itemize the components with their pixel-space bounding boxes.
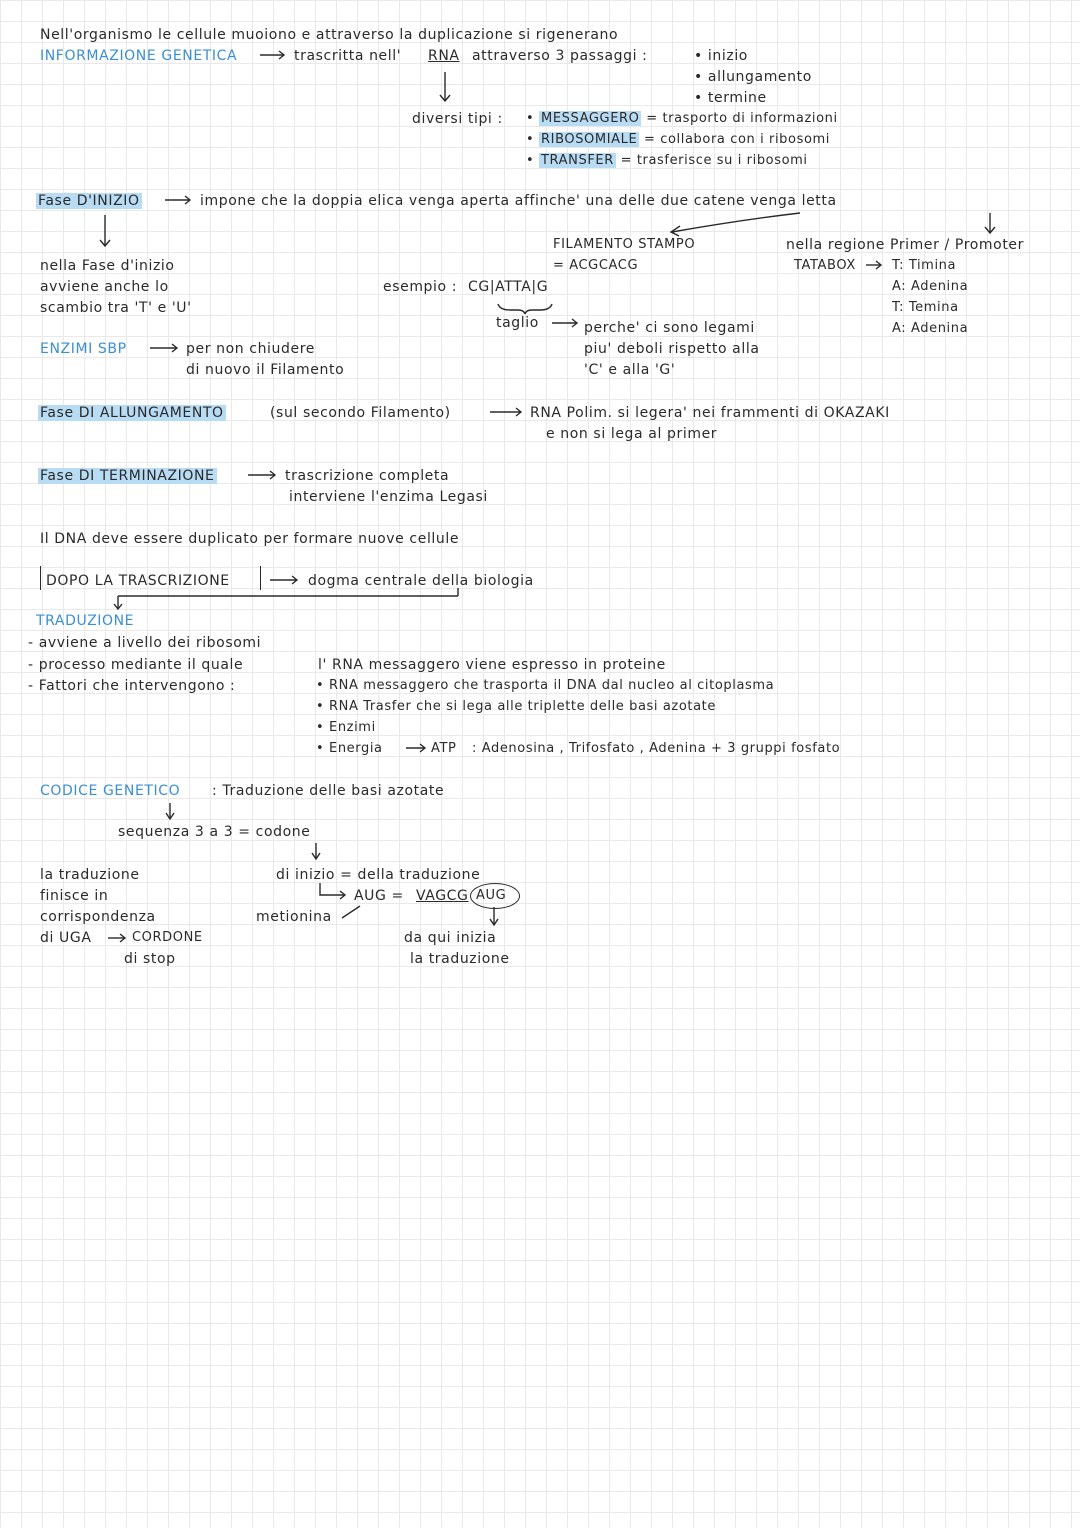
sequenza-codone: sequenza 3 a 3 = codone (118, 824, 311, 840)
fase-inizio-label: Fase D'INIZIO (38, 193, 140, 209)
enzimi-desc-2: di nuovo il Filamento (186, 362, 345, 378)
example-label: esempio : (383, 279, 458, 295)
dopo-trascrizione: DOPO LA TRASCRIZIONE (46, 573, 230, 589)
da-qui-2: la traduzione (410, 951, 510, 967)
passaggi-text: attraverso 3 passaggi : (472, 48, 648, 64)
fine-line-2: finisce in (40, 888, 109, 904)
tatabox-label: TATABOX (794, 258, 856, 273)
fine-line-1: la traduzione (40, 867, 140, 883)
fattore-energia: • Energia (316, 741, 383, 756)
taglio-note-2: piu' deboli rispetto alla (584, 341, 760, 357)
example-sequence: CG|ATTA|G (468, 279, 549, 295)
step-allungamento: • allungamento (694, 69, 812, 85)
fine-line-3: corrispondenza (40, 909, 156, 925)
filamento-stampo: FILAMENTO STAMPO (553, 237, 696, 252)
filamento-sequence: = ACGCACG (553, 258, 639, 273)
allungamento-desc-1: RNA Polim. si legera' nei frammenti di OKAZAKI (530, 405, 890, 421)
info-genetica-label: INFORMAZIONE GENETICA (40, 48, 238, 64)
step-inizio: • inizio (694, 48, 748, 64)
codice-genetico-label: CODICE GENETICO (40, 783, 181, 799)
note-line-1: nella Fase d'inizio (40, 258, 175, 274)
dogma-centrale: dogma centrale della biologia (308, 573, 534, 589)
rna-word: RNA (428, 48, 460, 64)
enzimi-desc-1: per non chiudere (186, 341, 315, 357)
traduzione-item-1: - avviene a livello dei ribosomi (28, 635, 262, 651)
traduzione-title: TRADUZIONE (36, 613, 135, 629)
atp-desc: : Adenosina , Trifosfato , Adenina + 3 gruppi fosfato (472, 741, 841, 756)
regione-primer: nella regione Primer / Promoter (786, 237, 1024, 253)
tata-t1: T: Timina (892, 258, 957, 273)
aug-circled-text: AUG (476, 888, 507, 903)
rna-type-transfer: • TRANSFER = trasferisce su i ribosomi (526, 153, 808, 168)
intro-line: Nell'organismo le cellule muoiono e attraverso la duplicazione si rigenerano (40, 27, 619, 43)
fase-terminazione-label: Fase DI TERMINAZIONE (40, 468, 215, 484)
da-qui-1: da qui inizia (404, 930, 497, 946)
aug-sequence: VAGCG (416, 888, 469, 904)
taglio-label: taglio (496, 315, 539, 331)
metionina-label: metionina (256, 909, 332, 925)
di-stop-label: di stop (124, 951, 176, 967)
tata-a1: A: Adenina (892, 279, 969, 294)
fase-allungamento-label: Fase DI ALLUNGAMENTO (40, 405, 224, 421)
fine-line-4: di UGA (40, 930, 92, 946)
aug-label: AUG = (354, 888, 404, 904)
atp-label: ATP (431, 741, 457, 756)
traduzione-item-3: - Fattori che intervengono : (28, 678, 236, 694)
rna-type-ribosomiale: • RIBOSOMIALE = collabora con i ribosomi (526, 132, 830, 147)
tata-a2: A: Adenina (892, 321, 969, 336)
dna-line: Il DNA deve essere duplicato per formare nuove cellule (40, 531, 460, 547)
cordone-label: CORDONE (132, 930, 203, 945)
traduzione-item-2: - processo mediante il quale (28, 657, 244, 673)
allungamento-paren: (sul secondo Filamento) (270, 405, 451, 421)
rna-type-messaggero: • MESSAGGERO = trasporto di informazioni (526, 111, 838, 126)
note-line-3: scambio tra 'T' e 'U' (40, 300, 192, 316)
fase-inizio-desc: impone che la doppia elica venga aperta affinche' una delle due catene venga letta (200, 193, 837, 209)
types-label: diversi tipi : (412, 111, 503, 127)
tata-t2: T: Temina (892, 300, 959, 315)
allungamento-desc-2: e non si lega al primer (546, 426, 718, 442)
fattore-rna-messaggero: • RNA messaggero che trasporta il DNA dal nucleo al citoplasma (316, 678, 775, 693)
terminazione-desc-2: interviene l'enzima Legasi (289, 489, 488, 505)
codice-desc: : Traduzione delle basi azotate (212, 783, 445, 799)
note-line-2: avviene anche lo (40, 279, 169, 295)
enzimi-label: ENZIMI SBP (40, 341, 127, 357)
taglio-note-1: perche' ci sono legami (584, 320, 755, 336)
fattore-rna-transfer: • RNA Trasfer che si lega alle triplette delle basi azotate (316, 699, 716, 714)
fattore-enzimi: • Enzimi (316, 720, 376, 735)
step-termine: • termine (694, 90, 767, 106)
terminazione-desc-1: trascrizione completa (285, 468, 450, 484)
dopo-bracket-right (256, 566, 261, 590)
trascritta-text: trascritta nell' (294, 48, 402, 64)
taglio-note-3: 'C' e alla 'G' (584, 362, 676, 378)
codone-inizio: di inizio = della traduzione (276, 867, 481, 883)
processo-desc: l' RNA messaggero viene espresso in proteine (318, 657, 666, 673)
